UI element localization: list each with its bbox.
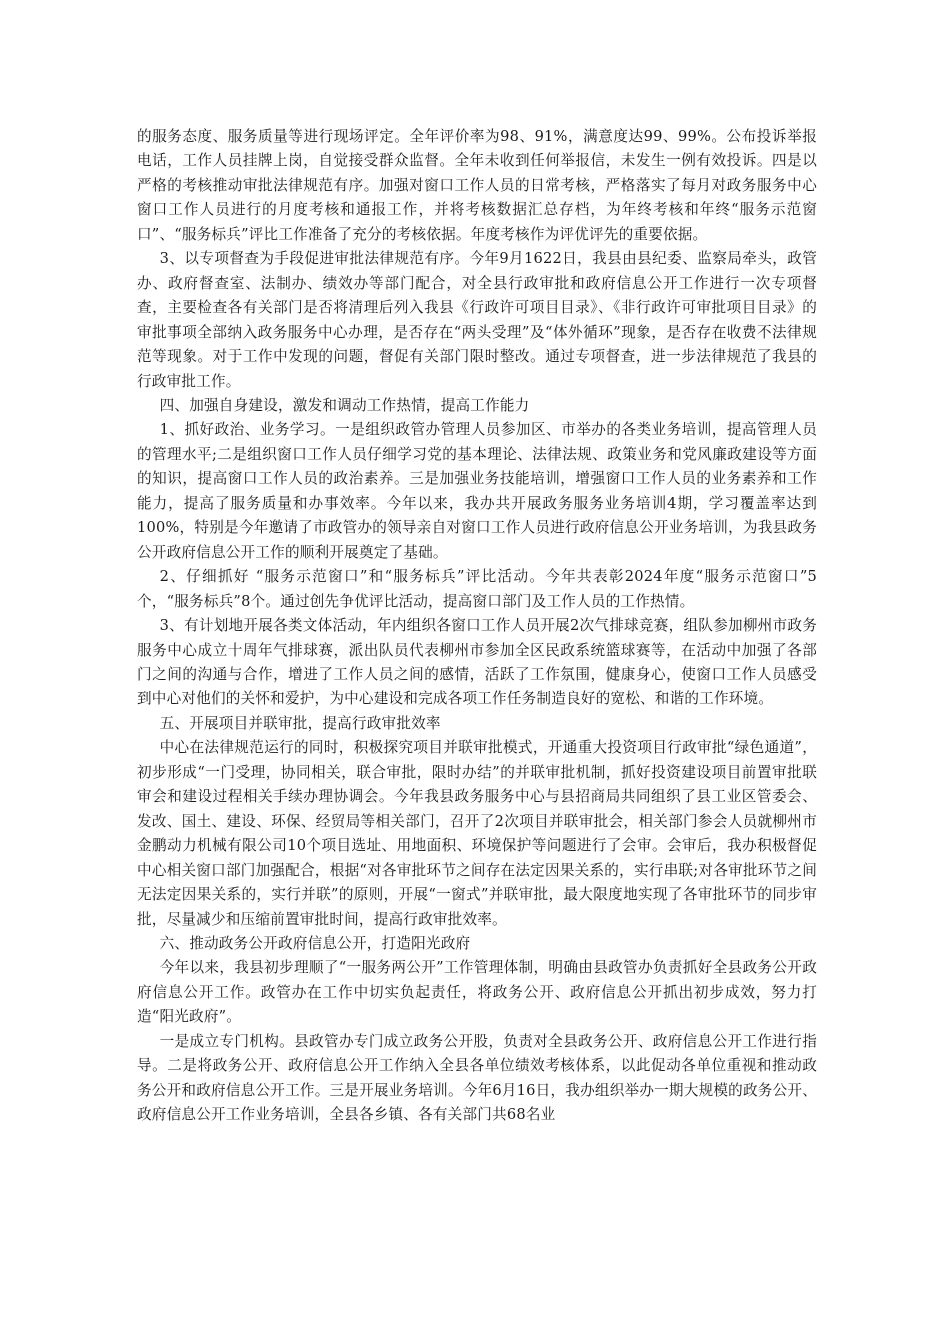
section-heading-parallel-approval: 五、开展项目并联审批，提高行政审批效率 [159, 714, 441, 732]
paragraph-cultural-activities: 3、有计划地开展各类文体活动，年内组织各窗口工作人员开展2次气排球竞赛，组队参加柳州市政务服务中心成立十周年气排球赛，派出队员代表柳州市参加全区民政系统篮球赛等，在活动中加强了各部门之间的沟通与合作，增进了工作人员之间的感情，活跃了工作氛围，健康身心，使窗口工作人员感受到中心对他们的关怀和爱护，为中心建设和完成各项工作任务制造良好的宽松、和谐的工作环境。 [137, 617, 817, 708]
paragraph-model-window-selection: 2、仔细抓好 “服务示范窗口”和“服务标兵”评比活动。今年共表彰2024年度“服务示范窗口”5个，“服务标兵”8个。通过创先争优评比活动，提高窗口部门及工作人员的工作热情。 [137, 568, 817, 610]
paragraph-dedicated-agency: 一是成立专门机构。县政管办专门成立政务公开股，负责对全县政务公开、政府信息公开工作进行指导。二是将政务公开、政府信息公开工作纳入全县各单位绩效考核体系，以此促动各单位重视和推动政务公开和政府信息公开工作。三是开展业务培训。今年6月16日，我办组织举办一期大规模的政务公开、政府信息公开工作业务培训，全县各乡镇、各有关部门共68名业 [137, 1032, 817, 1124]
section-heading-self-building: 四、加强自身建设，激发和调动工作热情，提高工作能力 [159, 396, 530, 414]
document-page [137, 125, 817, 1128]
paragraph-open-government-intro: 今年以来，我县初步理顺了“一服务两公开”工作管理体制，明确由县政管办负责抓好全县政务公开政府信息公开工作。政管办在工作中切实负起责任，将政务公开、政府信息公开抓出初步成效，努力打造“阳光政府”。 [137, 959, 817, 1026]
paragraph-evaluation-continued: 的服务态度、服务质量等进行现场评定。全年评价率为98、91%，满意度达99、99%。公布投诉举报电话，工作人员挂牌上岗，自觉接受群众监督。全年未收到任何举报信，未发生一例有效投诉。四是以严格的考核推动审批法律规范有序。加强对窗口工作人员的日常考核，严格落实了每月对政务服务中心窗口工作人员进行的月度考核和通报工作，并将考核数据汇总存档，为年终考核和年终“服务示范窗口”、“服务标兵”评比工作准备了充分的考核依据。年度考核作为评优评先的重要依据。 [137, 128, 817, 243]
paragraph-political-study: 1、抓好政治、业务学习。一是组织政管办管理人员参加区、市举办的各类业务培训，提高管理人员的管理水平;二是组织窗口工作人员仔细学习党的基本理论、法律法规、政策业务和党风廉政建设等方面的知识，提高窗口工作人员的政治素养。三是加强业务技能培训，增强窗口工作人员的业务素养和工作能力，提高了服务质量和办事效率。今年以来，我办共开展政务服务业务培训4期，学习覆盖率达到100%，特别是今年邀请了市政管办的领导亲自对窗口工作人员进行政府信息公开业务培训，为我县政务公开政府信息公开工作的顺利开展奠定了基础。 [137, 421, 817, 561]
paragraph-parallel-approval: 中心在法律规范运行的同时，积极探究项目并联审批模式，开通重大投资项目行政审批“绿色通道”，初步形成“一门受理，协同相关，联合审批，限时办结”的并联审批机制，抓好投资建设项目前置审批联审会和建设过程相关手续办理协调会。今年我县政务服务中心与县招商局共同组织了县工业区管委会、发改、国土、建设、环保、经贸局等相关部门，召开了2次项目并联审批会，相关部门参会人员就柳州市金鹏动力机械有限公司10个项目选址、用地面积、环境保护等问题进行了会审。会审后，我办积极督促中心相关窗口部门加强配合，根据“对各审批环节之间存在法定因果关系的，实行串联;对各审批环节之间无法定因果关系的，实行并联”的原则，开展“一窗式”并联审批，最大限度地实现了各审批环节的同步审批，尽量减少和压缩前置审批时间，提高行政审批效率。 [137, 739, 817, 928]
paragraph-special-supervision: 3、以专项督查为手段促进审批法律规范有序。今年9月1622日，我县由县纪委、监察局牵头，政管办、政府督查室、法制办、绩效办等部门配合，对全县行政审批和政府信息公开工作进行一次专项督查，主要检查各有关部门是否将清理后列入我县《行政许可项目目录》、《非行政许可审批项目目录》的审批事项全部纳入政务服务中心办理，是否存在“两头受理”及“体外循环”现象，是否存在收费不法律规范等现象。对于工作中发现的问题，督促有关部门限时整改。通过专项督查，进一步法律规范了我县的行政审批工作。 [137, 250, 817, 390]
section-heading-open-government: 六、推动政务公开政府信息公开，打造阳光政府 [159, 934, 471, 952]
